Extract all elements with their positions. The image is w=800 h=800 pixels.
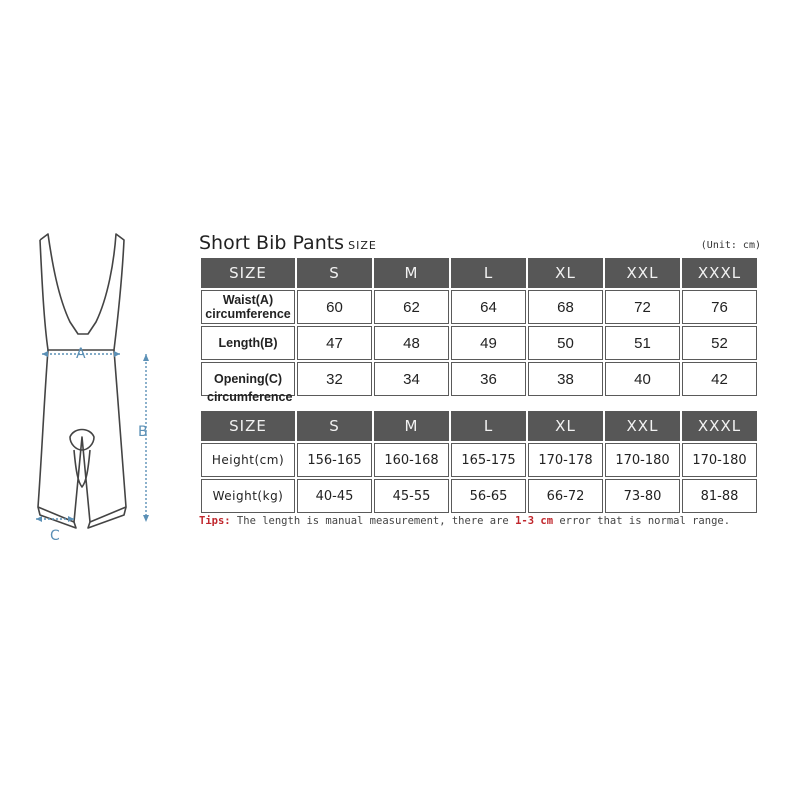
table-row (201, 290, 757, 324)
table-cell: 66-72 (528, 479, 603, 513)
header-cell: L (451, 258, 526, 288)
table-cell: 38 (528, 362, 603, 396)
table-cell: 165-175 (451, 443, 526, 477)
table-cell: 170-180 (605, 443, 680, 477)
table-cell: 160-168 (374, 443, 449, 477)
row-label: Waist(A) circumference (201, 290, 295, 324)
bib-shorts-diagram (18, 222, 168, 552)
row-label: Length(B) (201, 326, 295, 360)
unit-note: (Unit: cm) (700, 240, 761, 251)
label-a: A (76, 346, 86, 362)
header-cell: L (451, 411, 526, 441)
table-cell: 68 (528, 290, 603, 324)
table-cell: 42 (682, 362, 757, 396)
header-cell: M (374, 258, 449, 288)
body-size-table (199, 409, 759, 515)
table-cell: 34 (374, 362, 449, 396)
table-cell: 60 (297, 290, 372, 324)
measurement-arrows (36, 351, 149, 522)
header-cell: XXXL (682, 411, 757, 441)
table-row (201, 326, 757, 360)
table-cell: 170-178 (528, 443, 603, 477)
header-cell: XXL (605, 411, 680, 441)
table-cell: 76 (682, 290, 757, 324)
table-row (201, 443, 757, 477)
label-b: B (138, 424, 148, 440)
tips-label: Tips: (199, 515, 231, 527)
table-header-row (201, 411, 757, 441)
table-cell: 170-180 (682, 443, 757, 477)
table-header-row (201, 258, 757, 288)
row-label: Height(cm) (201, 443, 295, 477)
tips-text-before: The length is manual measurement, there are (230, 515, 516, 527)
table-cell: 40-45 (297, 479, 372, 513)
table-cell: 48 (374, 326, 449, 360)
table-row (201, 479, 757, 513)
measurement-lines (36, 354, 146, 522)
tips-highlight: 1-3 cm (515, 515, 554, 527)
header-cell: SIZE (201, 258, 295, 288)
header-cell: XXL (605, 258, 680, 288)
table-cell: 72 (605, 290, 680, 324)
title-text: Short Bib Pants (199, 232, 345, 254)
header-cell: XL (528, 411, 603, 441)
header-cell: M (374, 411, 449, 441)
table-cell: 50 (528, 326, 603, 360)
tips-text-after: error that is normal range. (553, 515, 731, 527)
size-chart-header (199, 232, 769, 256)
header-cell: XL (528, 258, 603, 288)
table-cell: 52 (682, 326, 757, 360)
table-cell: 45-55 (374, 479, 449, 513)
table-cell: 64 (451, 290, 526, 324)
table-cell: 156-165 (297, 443, 372, 477)
measurement-table (199, 256, 759, 398)
header-cell: S (297, 258, 372, 288)
bib-shorts-outline (38, 234, 126, 528)
tips-note (199, 515, 730, 527)
chart-title (199, 232, 377, 254)
table-cell: 40 (605, 362, 680, 396)
table-cell: 73-80 (605, 479, 680, 513)
table-cell: 62 (374, 290, 449, 324)
table-cell: 32 (297, 362, 372, 396)
row-label: Opening(C) (201, 362, 295, 396)
table-cell: 56-65 (451, 479, 526, 513)
header-cell: XXXL (682, 258, 757, 288)
table-cell: 49 (451, 326, 526, 360)
table-cell: 47 (297, 326, 372, 360)
title-size-word: SIZE (348, 239, 377, 252)
table-cell: 81-88 (682, 479, 757, 513)
opening-label-continuation: circumference (207, 390, 293, 404)
label-c: C (50, 528, 60, 544)
header-cell: SIZE (201, 411, 295, 441)
row-label: Weight(kg) (201, 479, 295, 513)
header-cell: S (297, 411, 372, 441)
table-cell: 51 (605, 326, 680, 360)
table-cell: 36 (451, 362, 526, 396)
